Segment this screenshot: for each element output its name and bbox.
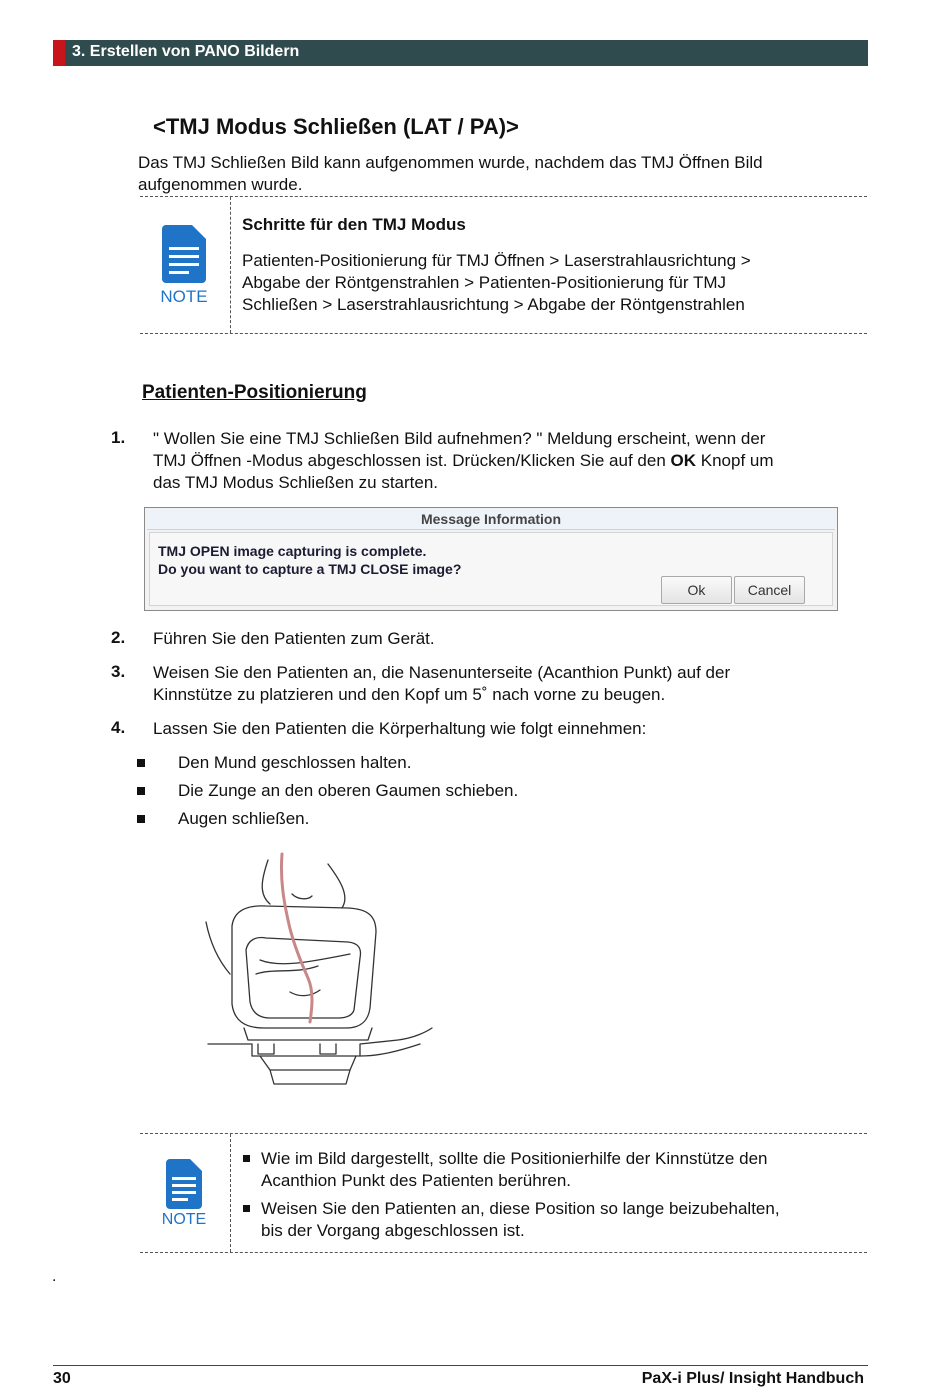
note-line: Schließen > Laserstrahlausrichtung > Abgabe der Röntgenstrahlen bbox=[242, 295, 745, 314]
step-number: 3. bbox=[111, 662, 126, 681]
bullet-square-icon bbox=[243, 1155, 250, 1162]
section-title: <TMJ Modus Schließen (LAT / PA)> bbox=[153, 114, 519, 139]
ok-button[interactable]: Ok bbox=[661, 576, 732, 604]
step-line: TMJ Öffnen -Modus abgeschlossen ist. Drücken/Klicken Sie auf den OK Knopf um bbox=[153, 451, 774, 470]
note-divider bbox=[230, 1134, 231, 1252]
chin-rest-illustration bbox=[200, 850, 440, 1095]
note-list-item bbox=[242, 1198, 852, 1242]
note-line: bis der Vorgang abgeschlossen ist. bbox=[261, 1221, 525, 1240]
cancel-button[interactable]: Cancel bbox=[734, 576, 805, 604]
intro-line: Das TMJ Schließen Bild kann aufgenommen wurde, nachdem das TMJ Öffnen Bild bbox=[138, 153, 763, 172]
subsection-heading: Patienten-Positionierung bbox=[142, 382, 367, 403]
note-line: Wie im Bild dargestellt, sollte die Positionierhilfe der Kinnstütze den bbox=[261, 1149, 768, 1168]
note-icon bbox=[161, 1159, 212, 1239]
note-icon bbox=[162, 225, 212, 309]
dialog-message bbox=[158, 542, 461, 578]
intro-paragraph bbox=[138, 152, 858, 196]
intro-line: aufgenommen wurde. bbox=[138, 175, 303, 194]
step-text bbox=[153, 428, 853, 494]
chapter-title: 3. Erstellen von PANO Bildern bbox=[72, 43, 300, 60]
step-line: Kinnstütze zu platzieren und den Kopf um 5˚ nach vorne zu beugen. bbox=[153, 685, 666, 704]
note-box-steps bbox=[140, 196, 867, 334]
dialog-body bbox=[149, 532, 833, 606]
step-text bbox=[153, 662, 853, 706]
step-text: Führen Sie den Patienten zum Gerät. bbox=[153, 629, 435, 648]
note-line: Patienten-Positionierung für TMJ Öffnen > Laserstrahlausrichtung > bbox=[242, 251, 751, 270]
dialog-title: Message Information bbox=[147, 509, 835, 530]
page-number: 30 bbox=[53, 1370, 71, 1387]
message-dialog bbox=[144, 507, 838, 611]
note-label: NOTE bbox=[161, 1211, 207, 1228]
posture-bullet: Die Zunge an den oberen Gaumen schieben. bbox=[178, 781, 519, 800]
stray-mark: . bbox=[52, 1268, 57, 1285]
footer-rule bbox=[53, 1365, 868, 1366]
note-text bbox=[242, 250, 842, 316]
note-list-item bbox=[242, 1148, 852, 1192]
step-line: das TMJ Modus Schließen zu starten. bbox=[153, 473, 439, 492]
chapter-header-accent bbox=[53, 40, 65, 66]
bullet-square-icon bbox=[137, 815, 145, 823]
note-line: Weisen Sie den Patienten an, diese Position so lange beizubehalten, bbox=[261, 1199, 780, 1218]
step-number: 1. bbox=[111, 428, 126, 447]
step-number: 4. bbox=[111, 718, 126, 737]
posture-bullet: Den Mund geschlossen halten. bbox=[178, 753, 412, 772]
bullet-square-icon bbox=[137, 787, 145, 795]
note-line: Abgabe der Röntgenstrahlen > Patienten-Positionierung für TMJ bbox=[242, 273, 727, 292]
step-line: " Wollen Sie eine TMJ Schließen Bild aufnehmen? " Meldung erscheint, wenn der bbox=[153, 429, 766, 448]
step-number: 2. bbox=[111, 628, 126, 647]
note-label: NOTE bbox=[160, 287, 208, 306]
note-divider bbox=[230, 197, 231, 333]
note-box-hints bbox=[140, 1133, 867, 1253]
dialog-message-line: TMJ OPEN image capturing is complete. bbox=[158, 543, 427, 559]
ok-keyword: OK bbox=[670, 451, 697, 470]
manual-title: PaX-i Plus/ Insight Handbuch bbox=[641, 1370, 864, 1387]
step-line: Weisen Sie den Patienten an, die Nasenunterseite (Acanthion Punkt) auf der bbox=[153, 663, 731, 682]
bullet-square-icon bbox=[137, 759, 145, 767]
note-list bbox=[242, 1148, 852, 1248]
dialog-message-line: Do you want to capture a TMJ CLOSE image? bbox=[158, 561, 462, 577]
note-line: Acanthion Punkt des Patienten berühren. bbox=[261, 1171, 571, 1190]
bullet-square-icon bbox=[243, 1205, 250, 1212]
posture-bullet: Augen schließen. bbox=[178, 809, 310, 828]
step-text: Lassen Sie den Patienten die Körperhaltung wie folgt einnehmen: bbox=[153, 719, 647, 738]
note-title: Schritte für den TMJ Modus bbox=[242, 215, 466, 234]
